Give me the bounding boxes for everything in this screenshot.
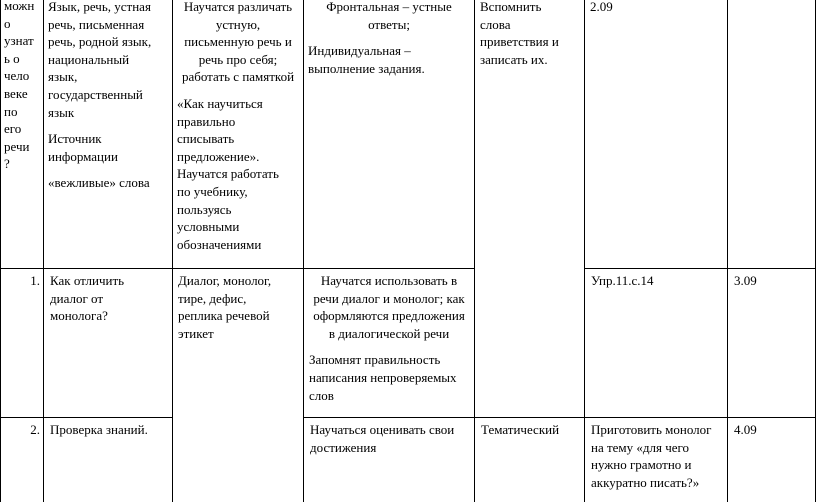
row0-date: 2.09 xyxy=(590,0,613,14)
row0-activity: Фронтальная – устные ответы; Индивидуальная – выполнение задания. xyxy=(308,0,452,76)
row-border-2b xyxy=(303,417,816,418)
col-border-6 xyxy=(727,0,728,502)
col-border-1 xyxy=(43,0,44,502)
row0-content: Язык, речь, устная речь, письменная речь, родной язык, национальный язык, государственный язык Источник информации «вежливые» слова xyxy=(48,0,152,191)
col-border-2 xyxy=(172,0,173,502)
row-border-1 xyxy=(0,268,172,269)
row-border-2 xyxy=(0,417,172,418)
row1-topic: Как отличить диалог от монолога? xyxy=(50,273,125,324)
row2-outcomes: Научаться оценивать свои достижения xyxy=(310,422,455,455)
row2-topic: Проверка знаний. xyxy=(50,422,148,437)
row0-topic: можн о узнат ь о чело веке по его речи ? xyxy=(4,0,35,172)
row2-control: Тематический xyxy=(481,422,560,437)
row-border-1b xyxy=(172,268,474,269)
row1-number: 1. xyxy=(30,273,40,288)
row2-homework: Приготовить монолог на тему «для чего нужно грамотно и аккуратно писать?» xyxy=(591,422,712,490)
col-border-4 xyxy=(474,0,475,502)
row1-homework: Упр.11.с.14 xyxy=(591,273,654,288)
row0-outcomes: Научатся различать устную, письменную речь и речь про себя; работать с памяткой «Как научиться правильно списывать предложение». Научатся работать по учебнику, пользуясь условными обозначениями xyxy=(177,0,295,252)
col-border-0 xyxy=(0,0,1,502)
col-border-5 xyxy=(584,0,585,502)
row2-number: 2. xyxy=(30,422,40,437)
row0-control: Вспомнить слова приветствия и записать их. xyxy=(480,0,559,67)
row1-outcomes: Научатся использовать в речи диалог и монолог; как оформляются предложения в диалогической речи Запомнят правильность написания непроверяемых слов xyxy=(309,273,465,403)
row2-date: 4.09 xyxy=(734,422,757,437)
row1-content: Диалог, монолог, тире, дефис, реплика речевой этикет xyxy=(178,273,272,341)
row-border-1c xyxy=(584,268,816,269)
col-border-3 xyxy=(303,0,304,502)
row1-date: 3.09 xyxy=(734,273,757,288)
